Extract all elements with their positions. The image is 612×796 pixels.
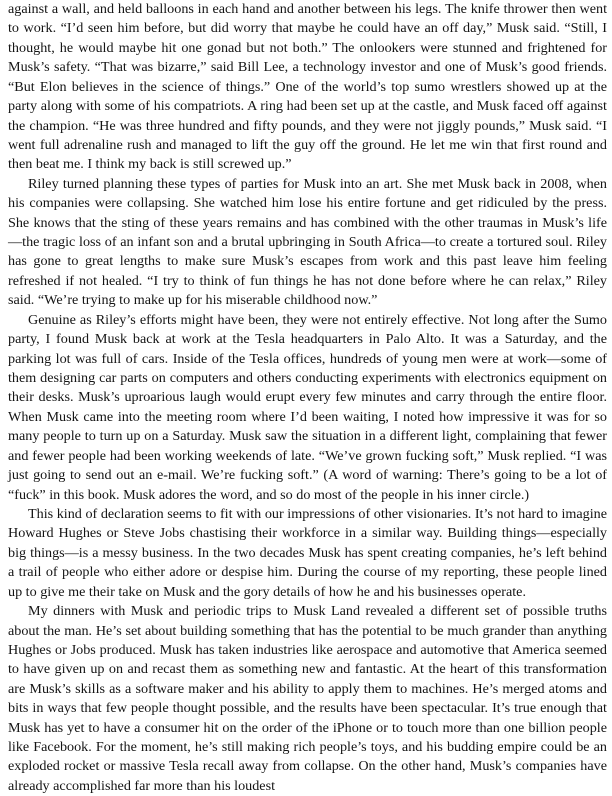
body-paragraph-4: This kind of declaration seems to fit with our impressions of other visionaries. It’s not hard to imagine Howard Hughes or Steve Jobs chastising their workforce in a similar way. Building things—especially big things—is a messy business. In the two decades Musk has spent creating companies, he’s left behind a trail of people who either adore or despise him. During the course of my reporting, these people lined up to give me their take on Musk and the gory details of how he and his businesses operate. — [8, 505, 607, 600]
body-paragraph-3: Genuine as Riley’s efforts might have been, they were not entirely effective. Not long after the Sumo party, I found Musk back at work at the Tesla headquarters in Palo Alto. It was a Saturday, and the parking lot was full of cars. Inside of the Tesla offices, hundreds of young men were at work—some of them designing car parts on computers and others conducting experiments with electronics equipment on their desks. Musk’s uproarious laugh would erupt every few minutes and carry through the entire floor. When Musk came into the meeting room where I’d been waiting, I noted how impressive it was for so many people to turn up on a Saturday. Musk saw the situation in a different light, complaining that fewer and fewer people had been working weekends of late. “We’ve grown fucking soft,” Musk replied. “I was just going to send out an e-mail. We’re fucking soft.” (A word of warning: There’s going to be a lot of “fuck” in this book. Musk adores the word, and so do most of the people in his inner circle.) — [8, 311, 607, 503]
body-paragraph-2: Riley turned planning these types of parties for Musk into an art. She met Musk back in 2008, when his companies were collapsing. She watched him lose his entire fortune and get ridiculed by the press. She knows that the sting of these years remains and has combined with the other traumas in Musk’s life—the tragic loss of an infant son and a brutal upbringing in South Africa—to create a tortured soul. Riley has gone to great lengths to make sure Musk’s escapes from work and this past leave him feeling refreshed if not healed. “I try to think of fun things he has not done before where he can relax,” Riley said. “We’re trying to make up for his miserable childhood now.” — [8, 175, 607, 309]
body-paragraph-1: against a wall, and held balloons in each hand and another between his legs. The knife thrower then went to work. “I’d seen him before, but did worry that maybe he could have an off day,” Musk said. “Still, I thought, he would maybe hit one gonad but not both.” The onlookers were stunned and frightened for Musk’s safety. “That was bizarre,” said Bill Lee, a technology investor and one of Musk’s good friends. “But Elon believes in the science of things.” One of the world’s top sumo wrestlers showed up at the party along with some of his compatriots. A ring had been set up at the castle, and Musk faced off against the champion. “He was three hundred and fifty pounds, and they were not jiggly pounds,” Musk said. “I went full adrenaline rush and managed to lift the guy off the ground. He let me win that first round and then beat me. I think my back is still screwed up.” — [8, 1, 607, 173]
body-paragraph-5: My dinners with Musk and periodic trips to Musk Land revealed a different set of possible truths about the man. He’s set about building something that has the potential to be much grander than anything Hughes or Jobs produced. Musk has taken industries like aerospace and automotive that America seemed to have given up on and recast them as something new and fantastic. At the heart of this transformation are Musk’s skills as a software maker and his ability to apply them to machines. He’s merged atoms and bits in ways that few people thought possible, and the results have been spectacular. It’s true enough that Musk has yet to have a consumer hit on the order of the iPhone or to touch more than one billion people like Facebook. For the moment, he’s still making rich people’s toys, and his budding empire could be an exploded rocket or massive Tesla recall away from collapse. On the other hand, Musk’s companies have already accomplished far more than his loudest — [8, 603, 607, 794]
